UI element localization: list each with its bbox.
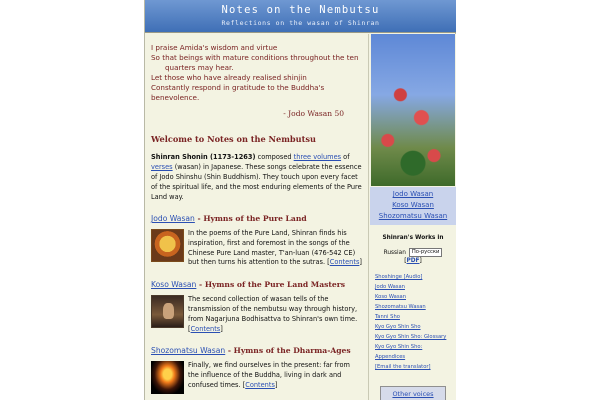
section-jodo	[151, 229, 362, 268]
intro-text: of	[341, 153, 350, 161]
intro-paragraph	[151, 152, 362, 202]
contents-link[interactable]: Contents	[190, 324, 221, 333]
section-text	[188, 229, 362, 268]
other-voices-label: Other voices	[392, 390, 434, 398]
bracket: ]	[220, 324, 223, 333]
russian-row	[370, 248, 456, 257]
three-volumes-link[interactable]: three volumes	[293, 153, 342, 161]
russian-link-box[interactable]: По-русски	[409, 248, 443, 257]
works-link-tanni-sho[interactable]: Tanni Sho	[375, 314, 400, 320]
verse-attribution: - Jodo Wasan 50	[283, 109, 344, 118]
candle-image	[151, 361, 184, 394]
email-translator-link[interactable]: [Email the translator]	[375, 364, 431, 370]
verse-line: quarters may hear.	[165, 63, 234, 72]
intro-text: composed	[255, 153, 294, 161]
site-header	[145, 0, 456, 33]
site-title: Notes on the Nembutsu	[221, 4, 380, 16]
contents-link[interactable]: Contents	[329, 258, 360, 267]
sidebar-jodo-wasan-link[interactable]: Jodo Wasan	[392, 190, 434, 198]
intro-text: (wasan) in Japanese. These songs celebrate the essence of Jodo Shinshu (Shin Buddhism). They touch upon every facet of the spiritual life, and the most enduring elements of the Pure Land way.	[151, 163, 362, 201]
works-link-kyo-gyo-shin-sho[interactable]: Kyo Gyo Shin Sho	[375, 324, 421, 330]
wasan-links-box	[370, 187, 456, 225]
works-list	[370, 272, 456, 372]
amida-buddha-image	[151, 229, 184, 262]
section-description: In the poems of the Pure Land, Shinran finds his inspiration, first and foremost in the songs of the Chinese Pure Land master, T'an-luan (476-542 CE) but then turns his attention to the sutras. [	[188, 229, 356, 267]
section-description: Finally, we find ourselves in the present: far from the influence of the Buddha, living in dark and confused times. [	[188, 361, 350, 389]
jodo-wasan-link[interactable]: Jodo Wasan	[151, 214, 195, 223]
russian-label: Russian	[383, 249, 406, 256]
flower-photo	[371, 34, 455, 186]
site-subtitle: Reflections on the wasan of Shinran	[221, 19, 380, 27]
bracket: ]	[274, 380, 278, 389]
main-column	[145, 34, 369, 400]
author-name: Shinran Shonin (1173-1263)	[151, 153, 256, 161]
opening-verse	[151, 34, 362, 103]
master-portrait-image	[151, 295, 184, 328]
shozomatsu-wasan-link[interactable]: Shozomatsu Wasan	[151, 346, 226, 356]
works-link-appendices-2[interactable]: Appendices	[375, 354, 406, 360]
section-heading-koso	[151, 280, 362, 289]
contents-link[interactable]: Contents	[245, 380, 275, 389]
pdf-row	[370, 258, 456, 264]
pdf-link[interactable]: PDF	[406, 258, 420, 264]
sidebar-shozomatsu-wasan-link[interactable]: Shozomatsu Wasan	[378, 212, 448, 220]
section-title: - Hymns of the Dharma-Ages	[225, 346, 351, 356]
works-link-jodo-wasan[interactable]: Jodo Wasan	[375, 284, 405, 290]
sidebar-koso-wasan-link[interactable]: Koso Wasan	[392, 201, 434, 209]
section-text	[188, 361, 362, 394]
section-description: The second collection of wasan tells of the transmission of the nembutsu way through history, from Nagarjuna Bodhisattva to Shinran's own time. [	[188, 295, 358, 333]
verse-line: So that beings with mature conditions throughout the ten	[151, 53, 359, 62]
section-heading-jodo	[151, 214, 362, 223]
works-link-shoshinge[interactable]: Shoshinge [Audio]	[375, 274, 423, 280]
verse-line: benevolence.	[151, 93, 200, 102]
verse-line: Constantly respond in gratitude to the Buddha's	[151, 83, 325, 92]
bracket: [	[404, 258, 407, 264]
koso-wasan-link[interactable]: Koso Wasan	[151, 280, 197, 290]
verses-link[interactable]: verses	[151, 163, 173, 171]
section-koso	[151, 295, 362, 334]
works-link-glossary[interactable]: Kyo Gyo Shin Sho: Glossary	[375, 334, 447, 340]
section-title: - Hymns of the Pure Land	[194, 214, 307, 223]
bracket: ]	[419, 258, 422, 264]
welcome-heading: Welcome to Notes on the Nembutsu	[151, 134, 316, 144]
works-link-shozomatsu-wasan[interactable]: Shozomatsu Wasan	[375, 304, 426, 310]
works-link-koso-wasan[interactable]: Koso Wasan	[375, 294, 406, 300]
section-shozomatsu	[151, 361, 362, 394]
section-text	[188, 295, 362, 334]
section-heading-shozomatsu	[151, 346, 362, 355]
verse-line: I praise Amida's wisdom and virtue	[151, 43, 278, 52]
other-voices-button[interactable]	[380, 386, 446, 400]
right-sidebar	[370, 34, 456, 400]
section-title: - Hymns of the Pure Land Masters	[196, 280, 346, 290]
bracket: ]	[359, 258, 362, 267]
works-heading: Shinran's Works in	[382, 235, 444, 241]
verse-line: Let those who have already realised shinjin	[151, 73, 307, 82]
works-link-appendices[interactable]: Kyo Gyo Shin Sho:	[375, 344, 423, 350]
